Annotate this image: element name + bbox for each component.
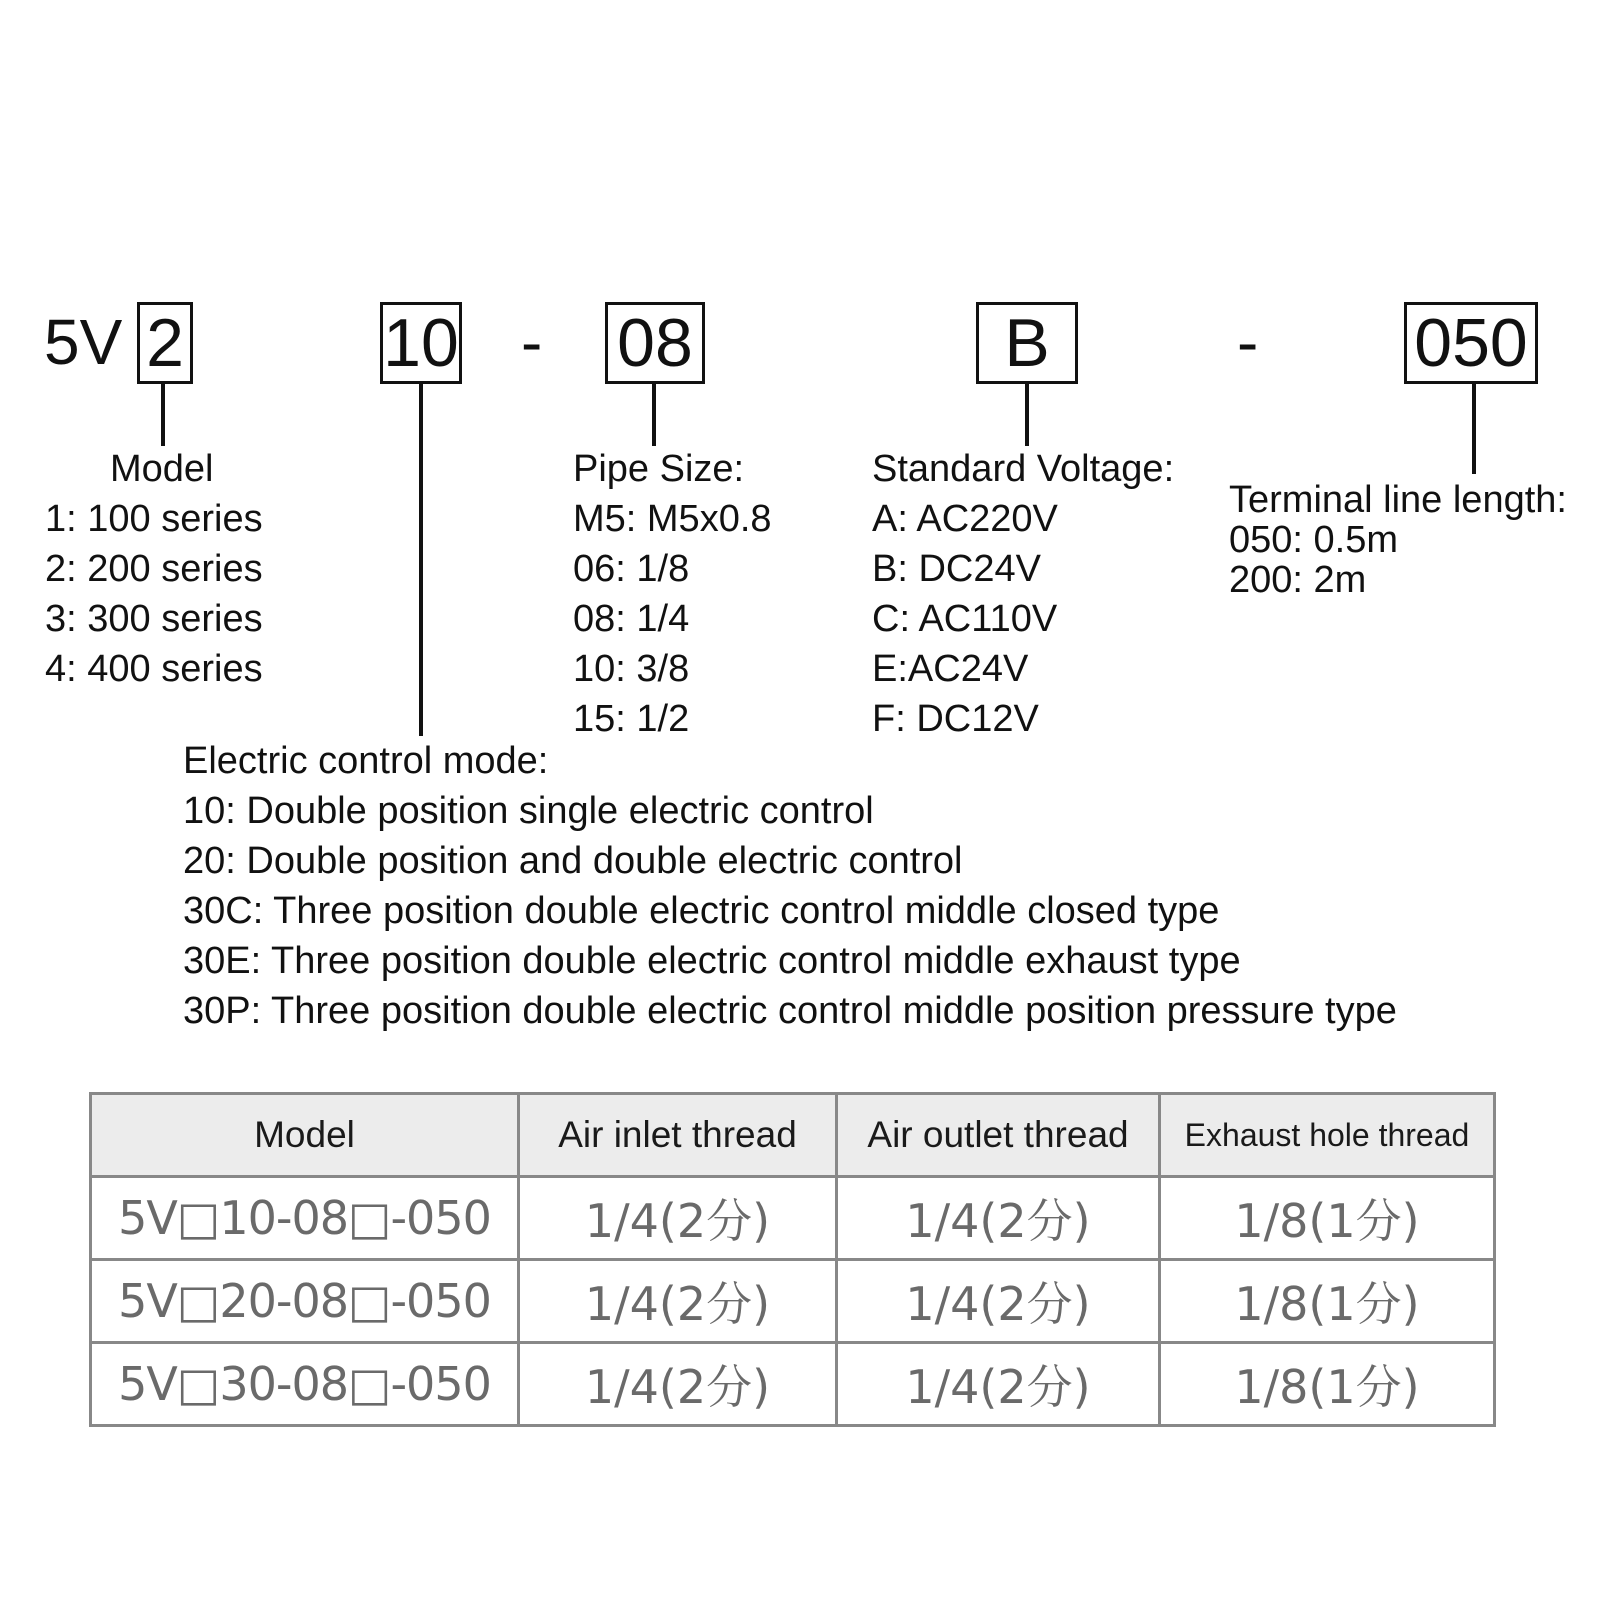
table-header-row [91,1094,1495,1177]
voltage-item: E:AC24V [872,648,1029,690]
control-code-box: 10 [380,302,462,384]
model-prefix: 5V [44,306,123,378]
header-air-inlet: Air inlet thread [519,1094,837,1177]
voltage-connector-line [1025,384,1029,446]
table-cell: 5V□10-08□-050 [91,1177,519,1260]
pipe-size-title: Pipe Size: [573,448,745,490]
model-block [45,444,263,694]
table-cell: 1/4(2分) [519,1343,837,1426]
pipe-connector-line [652,384,656,446]
table-row [91,1343,1495,1426]
length-block [1229,480,1567,600]
table-cell: 1/4(2分) [837,1260,1160,1343]
table-row [91,1260,1495,1343]
length-item: 200: 2m [1229,559,1367,601]
control-mode-item: 30E: Three position double electric control middle exhaust type [183,940,1241,982]
pipe-size-item: 10: 3/8 [573,648,690,690]
pipe-size-item: 15: 1/2 [573,698,690,740]
model-title: Model [110,448,214,490]
control-mode-item: 10: Double position single electric control [183,790,874,832]
table-cell: 1/4(2分) [837,1177,1160,1260]
table-cell: 1/4(2分) [519,1177,837,1260]
voltage-item: C: AC110V [872,598,1058,640]
table-cell: 1/4(2分) [519,1260,837,1343]
thread-spec-table [89,1092,1496,1427]
control-mode-item: 30P: Three position double electric control middle position pressure type [183,990,1397,1032]
table-cell: 5V□30-08□-050 [91,1343,519,1426]
model-item: 1: 100 series [45,498,263,540]
code-dash: - [1237,306,1259,378]
model-item: 3: 300 series [45,598,263,640]
voltage-title: Standard Voltage: [872,448,1175,490]
code-dash: - [521,306,543,378]
pipe-size-item: 06: 1/8 [573,548,690,590]
voltage-item: A: AC220V [872,498,1058,540]
header-air-outlet: Air outlet thread [837,1094,1160,1177]
table-cell: 1/8(1分) [1160,1177,1495,1260]
voltage-item: B: DC24V [872,548,1041,590]
table-cell: 1/4(2分) [837,1343,1160,1426]
table-cell: 1/8(1分) [1160,1260,1495,1343]
model-item: 4: 400 series [45,648,263,690]
model-item: 2: 200 series [45,548,263,590]
table-row [91,1177,1495,1260]
pipe-code-box: 08 [605,302,705,384]
pipe-size-block [573,444,772,744]
voltage-item: F: DC12V [872,698,1039,740]
length-item: 050: 0.5m [1229,519,1398,561]
series-connector-line [161,384,165,446]
length-title: Terminal line length: [1229,479,1567,521]
pipe-size-item: M5: M5x0.8 [573,498,772,540]
voltage-block [872,444,1174,744]
control-connector-line [419,384,423,736]
control-mode-item: 20: Double position and double electric control [183,840,963,882]
voltage-code-box: B [976,302,1078,384]
control-mode-item: 30C: Three position double electric control middle closed type [183,890,1220,932]
header-exhaust: Exhaust hole thread [1160,1094,1495,1177]
table-cell: 5V□20-08□-050 [91,1260,519,1343]
table-cell: 1/8(1分) [1160,1343,1495,1426]
control-mode-title: Electric control mode: [183,740,549,782]
series-code-box: 2 [137,302,193,384]
pipe-size-item: 08: 1/4 [573,598,690,640]
length-connector-line [1472,384,1476,474]
header-model: Model [91,1094,519,1177]
length-code-box: 050 [1404,302,1538,384]
control-mode-block [183,736,1397,1036]
